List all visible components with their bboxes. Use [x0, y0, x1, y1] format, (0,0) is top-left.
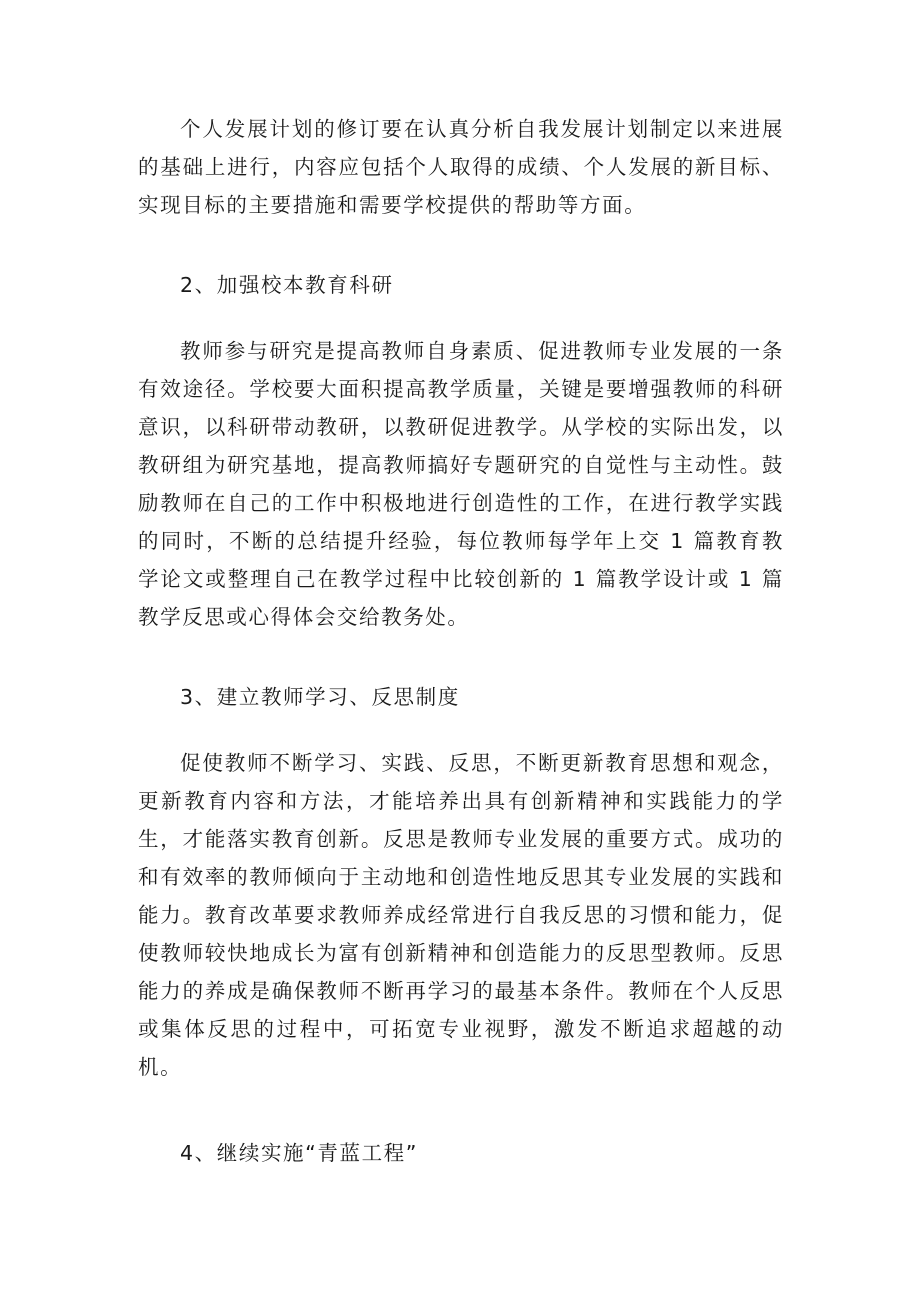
section-heading-qinglan: 4、继续实施“青蓝工程”: [180, 1141, 418, 1165]
section-heading-reflection: 3、建立教师学习、反思制度: [180, 685, 460, 709]
paragraph-reflection: 促使教师不断学习、实践、反思，不断更新教育思想和观念，更新教育内容和方法，才能培养出具有创新精神和实践能力的学生，才能落实教育创新。反思是教师专业发展的重要方式。成功的和有效率的教师倾向于主动地和创造性地反思其专业发展的实践和能力。教育改革要求教师养成经常进行自我反思的习惯和能力，促使教师较快地成长为富有创新精神和创造能力的反思型教师。反思能力的养成是确保教师不断再学习的最基本条件。教师在个人反思或集体反思的过程中，可拓宽专业视野，激发不断追求超越的动机。: [138, 751, 784, 1079]
paragraph-research: 教师参与研究是提高教师自身素质、促进教师专业发展的一条有效途径。学校要大面积提高教学质量，关键是要增强教师的科研意识，以科研带动教研，以教研促进教学。从学校的实际出发，以教研组为研究基地，提高教师搞好专题研究的自觉性与主动性。鼓励教师在自己的工作中积极地进行创造性的工作，在进行教学实践的同时，不断的总结提升经验，每位教师每学年上交 1 篇教育教学论文或整理自己在教学过程中比较创新的 1 篇教学设计或 1 篇教学反思或心得体会交给教务处。: [138, 339, 784, 629]
section-heading-research: 2、加强校本教育科研: [180, 273, 394, 297]
paragraph-development-plan: 个人发展计划的修订要在认真分析自我发展计划制定以来进展的基础上进行，内容应包括个人取得的成绩、个人发展的新目标、实现目标的主要措施和需要学校提供的帮助等方面。: [138, 117, 784, 217]
